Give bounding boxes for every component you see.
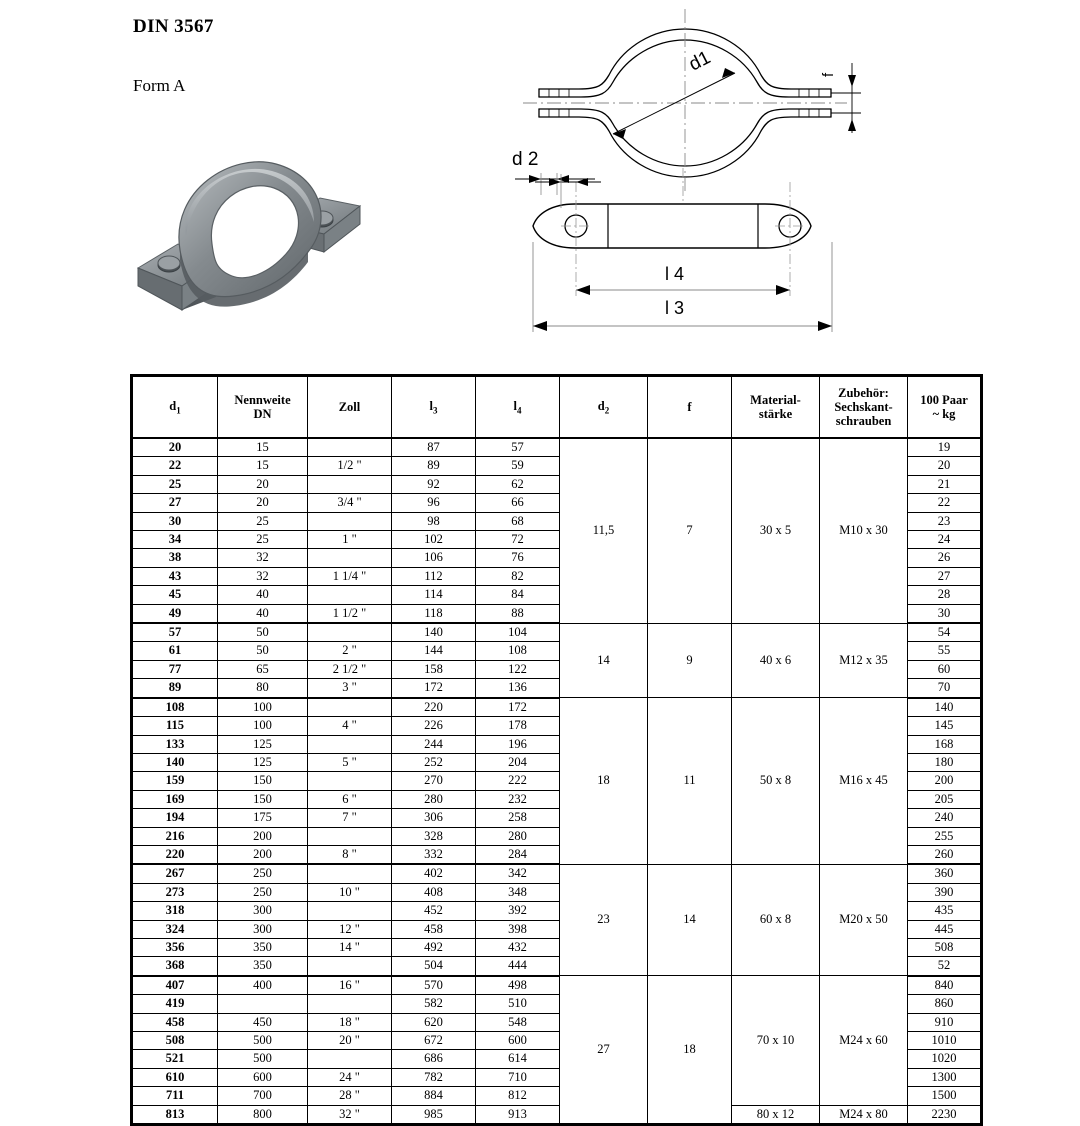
cell-nennweite-dn: 500 [218,1050,308,1068]
cell-d1: 43 [132,567,218,585]
cell-nennweite-dn: 20 [218,494,308,512]
cell-zoll [308,864,392,883]
cell-weight-100-paar: 200 [908,772,982,790]
cell-zoll [308,902,392,920]
cell-l3: 408 [392,883,476,901]
column-header-6: $d_2$ [560,376,648,439]
cell-l4: 548 [476,1013,560,1031]
cell-d1: 267 [132,864,218,883]
cell-d1: 49 [132,604,218,623]
cell-d1: 169 [132,790,218,808]
pipe-clamp-3d-render [120,140,380,340]
cell-d1: 407 [132,976,218,995]
cell-weight-100-paar: 860 [908,995,982,1013]
cell-schrauben: M16 x 45 [820,698,908,865]
cell-weight-100-paar: 1020 [908,1050,982,1068]
cell-nennweite-dn: 200 [218,827,308,845]
cell-zoll [308,995,392,1013]
cell-zoll: 32 " [308,1105,392,1124]
cell-nennweite-dn: 80 [218,679,308,698]
cell-f: 11 [648,698,732,865]
cell-zoll: 16 " [308,976,392,995]
cell-d1: 25 [132,475,218,493]
cell-nennweite-dn: 32 [218,549,308,567]
spec-table [130,374,983,1126]
cell-weight-100-paar: 1010 [908,1032,982,1050]
cell-l4: 342 [476,864,560,883]
cell-f: 14 [648,864,732,975]
pipe-clamp-side-view [495,168,895,340]
cell-l3: 144 [392,642,476,660]
cell-l3: 458 [392,920,476,938]
cell-zoll: 28 " [308,1087,392,1105]
cell-weight-100-paar: 435 [908,902,982,920]
cell-nennweite-dn: 200 [218,845,308,864]
cell-weight-100-paar: 445 [908,920,982,938]
cell-zoll [308,475,392,493]
cell-nennweite-dn: 175 [218,809,308,827]
cell-nennweite-dn: 40 [218,586,308,604]
cell-weight-100-paar: 508 [908,938,982,956]
cell-l3: 452 [392,902,476,920]
cell-l3: 782 [392,1068,476,1086]
cell-zoll [308,623,392,642]
cell-l3: 504 [392,957,476,976]
cell-nennweite-dn: 40 [218,604,308,623]
cell-weight-100-paar: 55 [908,642,982,660]
cell-d1: 194 [132,809,218,827]
cell-weight-100-paar: 24 [908,531,982,549]
cell-weight-100-paar: 27 [908,567,982,585]
cell-materialstaerke: 40 x 6 [732,623,820,698]
cell-l3: 252 [392,753,476,771]
cell-d1: 30 [132,512,218,530]
cell-l4: 88 [476,604,560,623]
cell-l4: 258 [476,809,560,827]
cell-weight-100-paar: 390 [908,883,982,901]
cell-l4: 614 [476,1050,560,1068]
cell-materialstaerke: 60 x 8 [732,864,820,975]
cell-l4: 280 [476,827,560,845]
cell-l3: 114 [392,586,476,604]
cell-d1: 711 [132,1087,218,1105]
cell-l3: 686 [392,1050,476,1068]
cell-d1: 220 [132,845,218,864]
cell-zoll: 1 " [308,531,392,549]
clamp-body [138,158,360,310]
cell-l4: 68 [476,512,560,530]
cell-weight-100-paar: 205 [908,790,982,808]
cell-l4: 600 [476,1032,560,1050]
cell-zoll: 6 " [308,790,392,808]
cell-l4: 76 [476,549,560,567]
cell-l4: 232 [476,790,560,808]
cell-d1: 159 [132,772,218,790]
cell-l3: 582 [392,995,476,1013]
table-row [132,438,982,457]
cell-l4: 104 [476,623,560,642]
table-row [132,864,982,883]
cell-weight-100-paar: 240 [908,809,982,827]
cell-weight-100-paar: 2230 [908,1105,982,1124]
cell-nennweite-dn: 300 [218,902,308,920]
cell-l3: 102 [392,531,476,549]
cell-nennweite-dn: 350 [218,957,308,976]
cell-l3: 244 [392,735,476,753]
cell-schrauben: M20 x 50 [820,864,908,975]
cell-d1: 89 [132,679,218,698]
column-header-1: $d_1$ [132,376,218,439]
cell-d1: 108 [132,698,218,717]
column-header-5: $l_4$ [476,376,560,439]
cell-nennweite-dn: 125 [218,753,308,771]
cell-weight-100-paar: 140 [908,698,982,717]
cell-weight-100-paar: 52 [908,957,982,976]
cell-d1: 133 [132,735,218,753]
cell-l4: 122 [476,660,560,678]
cell-f: 9 [648,623,732,698]
cell-l3: 92 [392,475,476,493]
cell-d1: 140 [132,753,218,771]
cell-l3: 172 [392,679,476,698]
cell-l4: 498 [476,976,560,995]
column-header-3: Zoll [308,376,392,439]
cell-zoll: 5 " [308,753,392,771]
cell-nennweite-dn: 100 [218,717,308,735]
cell-l3: 87 [392,438,476,457]
cell-zoll: 1 1/2 " [308,604,392,623]
cell-weight-100-paar: 20 [908,457,982,475]
cell-d2: 14 [560,623,648,698]
cell-zoll: 1/2 " [308,457,392,475]
cell-l4: 348 [476,883,560,901]
cell-d1: 324 [132,920,218,938]
cell-d1: 20 [132,438,218,457]
cell-weight-100-paar: 168 [908,735,982,753]
cell-l3: 112 [392,567,476,585]
cell-l4: 392 [476,902,560,920]
cell-zoll: 3/4 " [308,494,392,512]
cell-l4: 59 [476,457,560,475]
cell-l3: 985 [392,1105,476,1124]
cell-l4: 108 [476,642,560,660]
cell-weight-100-paar: 1300 [908,1068,982,1086]
cell-weight-100-paar: 21 [908,475,982,493]
dim-label-l3: l 3 [665,298,685,318]
cell-zoll: 14 " [308,938,392,956]
cell-l3: 89 [392,457,476,475]
cell-d1: 508 [132,1032,218,1050]
cell-f: 18 [648,976,732,1125]
cell-l4: 284 [476,845,560,864]
title-block [133,16,214,96]
spec-table-container [130,374,980,1126]
cell-l3: 98 [392,512,476,530]
cell-zoll [308,586,392,604]
cell-l3: 118 [392,604,476,623]
cell-d1: 216 [132,827,218,845]
table-row [132,976,982,995]
cell-nennweite-dn: 32 [218,567,308,585]
cell-l3: 492 [392,938,476,956]
cell-schrauben: M24 x 60 [820,976,908,1105]
cell-d1: 521 [132,1050,218,1068]
cell-zoll: 7 " [308,809,392,827]
cell-materialstaerke: 80 x 12 [732,1105,820,1124]
cell-l3: 96 [392,494,476,512]
table-row [132,623,982,642]
cell-zoll: 8 " [308,845,392,864]
cell-d1: 368 [132,957,218,976]
dim-label-d2: d 2 [512,149,539,170]
column-header-8: Material- stärke [732,376,820,439]
cell-l4: 72 [476,531,560,549]
cell-weight-100-paar: 19 [908,438,982,457]
cell-zoll [308,772,392,790]
cell-d1: 115 [132,717,218,735]
cell-d1: 273 [132,883,218,901]
cell-l4: 710 [476,1068,560,1086]
cell-l3: 140 [392,623,476,642]
table-header-row [132,376,982,439]
cell-materialstaerke: 70 x 10 [732,976,820,1105]
cell-l4: 196 [476,735,560,753]
cell-zoll: 12 " [308,920,392,938]
cell-nennweite-dn: 800 [218,1105,308,1124]
cell-weight-100-paar: 26 [908,549,982,567]
cell-nennweite-dn: 15 [218,457,308,475]
cell-d1: 57 [132,623,218,642]
cell-zoll [308,549,392,567]
cell-l4: 84 [476,586,560,604]
cell-nennweite-dn: 150 [218,772,308,790]
cell-l3: 328 [392,827,476,845]
cell-weight-100-paar: 60 [908,660,982,678]
table-body [132,438,982,1125]
cell-l3: 280 [392,790,476,808]
cell-schrauben: M24 x 80 [820,1105,908,1124]
cell-d1: 45 [132,586,218,604]
cell-nennweite-dn: 20 [218,475,308,493]
cell-d2: 27 [560,976,648,1125]
cell-d1: 61 [132,642,218,660]
cell-l4: 432 [476,938,560,956]
cell-l3: 620 [392,1013,476,1031]
cell-l4: 812 [476,1087,560,1105]
cell-f: 7 [648,438,732,623]
cell-d1: 610 [132,1068,218,1086]
dim-label-l4: l 4 [665,264,685,284]
cell-zoll: 18 " [308,1013,392,1031]
cell-zoll: 20 " [308,1032,392,1050]
cell-zoll: 4 " [308,717,392,735]
cell-zoll [308,827,392,845]
page-title: DIN 3567 [133,16,214,37]
cell-weight-100-paar: 30 [908,604,982,623]
cell-l4: 178 [476,717,560,735]
cell-l4: 398 [476,920,560,938]
cell-l3: 332 [392,845,476,864]
cell-zoll [308,735,392,753]
cell-materialstaerke: 50 x 8 [732,698,820,865]
cell-d1: 356 [132,938,218,956]
cell-d1: 419 [132,995,218,1013]
form-label: Form A [133,76,186,95]
cell-nennweite-dn: 150 [218,790,308,808]
cell-weight-100-paar: 255 [908,827,982,845]
cell-nennweite-dn: 300 [218,920,308,938]
cell-nennweite-dn: 15 [218,438,308,457]
cell-d1: 458 [132,1013,218,1031]
cell-zoll: 2 1/2 " [308,660,392,678]
cell-l3: 884 [392,1087,476,1105]
cell-nennweite-dn: 100 [218,698,308,717]
cell-d1: 318 [132,902,218,920]
cell-l4: 66 [476,494,560,512]
cell-zoll [308,1050,392,1068]
cell-l4: 57 [476,438,560,457]
cell-nennweite-dn: 125 [218,735,308,753]
cell-l4: 913 [476,1105,560,1124]
pipe-clamp-front-view [495,5,895,195]
cell-d1: 34 [132,531,218,549]
column-header-10: 100 Paar ~ kg [908,376,982,439]
cell-l4: 510 [476,995,560,1013]
cell-zoll: 1 1/4 " [308,567,392,585]
cell-nennweite-dn: 50 [218,642,308,660]
cell-zoll: 24 " [308,1068,392,1086]
column-header-4: $l_3$ [392,376,476,439]
column-header-9: Zubehör: Sechskant- schrauben [820,376,908,439]
cell-l4: 136 [476,679,560,698]
cell-zoll: 10 " [308,883,392,901]
cell-weight-100-paar: 70 [908,679,982,698]
cell-l3: 672 [392,1032,476,1050]
cell-weight-100-paar: 54 [908,623,982,642]
cell-d1: 813 [132,1105,218,1124]
cell-zoll [308,512,392,530]
cell-l4: 444 [476,957,560,976]
cell-schrauben: M12 x 35 [820,623,908,698]
cell-weight-100-paar: 260 [908,845,982,864]
cell-nennweite-dn: 600 [218,1068,308,1086]
cell-materialstaerke: 30 x 5 [732,438,820,623]
dim-label-d1: d1 [685,47,715,76]
cell-weight-100-paar: 360 [908,864,982,883]
cell-weight-100-paar: 145 [908,717,982,735]
cell-l3: 106 [392,549,476,567]
cell-l3: 402 [392,864,476,883]
cell-zoll [308,957,392,976]
cell-l3: 226 [392,717,476,735]
cell-l3: 570 [392,976,476,995]
cell-l4: 204 [476,753,560,771]
cell-nennweite-dn: 25 [218,512,308,530]
cell-nennweite-dn: 500 [218,1032,308,1050]
cell-weight-100-paar: 840 [908,976,982,995]
table-row [132,698,982,717]
cell-weight-100-paar: 180 [908,753,982,771]
cell-l3: 306 [392,809,476,827]
cell-zoll [308,438,392,457]
cell-l4: 82 [476,567,560,585]
cell-weight-100-paar: 1500 [908,1087,982,1105]
cell-l3: 220 [392,698,476,717]
cell-d1: 77 [132,660,218,678]
table-row [132,1105,982,1124]
cell-d2: 23 [560,864,648,975]
cell-zoll [308,698,392,717]
cell-zoll: 3 " [308,679,392,698]
cell-nennweite-dn: 65 [218,660,308,678]
cell-nennweite-dn: 450 [218,1013,308,1031]
cell-weight-100-paar: 23 [908,512,982,530]
dim-label-f: f [820,72,837,77]
cell-l4: 62 [476,475,560,493]
cell-d1: 38 [132,549,218,567]
cell-weight-100-paar: 910 [908,1013,982,1031]
cell-nennweite-dn: 400 [218,976,308,995]
column-header-2: Nennweite DN [218,376,308,439]
cell-d1: 27 [132,494,218,512]
column-header-7: f [648,376,732,439]
cell-d2: 11,5 [560,438,648,623]
cell-d2: 18 [560,698,648,865]
cell-l4: 222 [476,772,560,790]
cell-nennweite-dn: 50 [218,623,308,642]
cell-nennweite-dn: 250 [218,864,308,883]
cell-nennweite-dn: 350 [218,938,308,956]
cell-nennweite-dn [218,995,308,1013]
cell-l4: 172 [476,698,560,717]
cell-weight-100-paar: 28 [908,586,982,604]
cell-l3: 270 [392,772,476,790]
cell-nennweite-dn: 250 [218,883,308,901]
cell-weight-100-paar: 22 [908,494,982,512]
cell-l3: 158 [392,660,476,678]
cell-d1: 22 [132,457,218,475]
cell-zoll: 2 " [308,642,392,660]
cell-schrauben: M10 x 30 [820,438,908,623]
cell-nennweite-dn: 700 [218,1087,308,1105]
cell-nennweite-dn: 25 [218,531,308,549]
